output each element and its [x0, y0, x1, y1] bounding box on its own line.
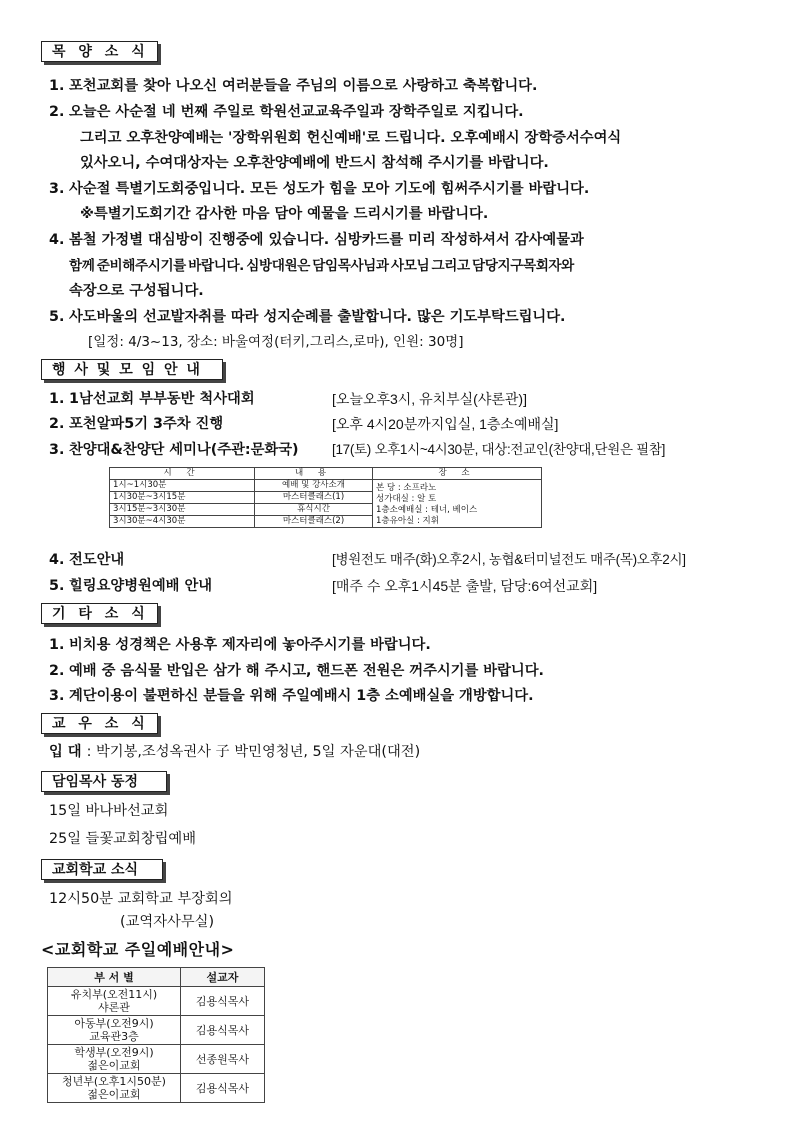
row-time: 1시~1시30분 — [110, 480, 255, 492]
school-worship-title: <교회학교 주일예배안내> — [41, 940, 235, 959]
table-header-preacher: 설교자 — [181, 968, 265, 987]
section-header-events: 행 사 및 모 임 안 내 — [41, 359, 223, 380]
event-3-detail: [17(토) 오후1시~4시30분, 대상:전교인(찬양대,단원은 필참] — [332, 442, 666, 457]
item-text: 비치용 성경책은 사용후 제자리에 놓아주시기를 바랍니다. — [69, 637, 431, 653]
row-time: 3시30분~4시30분 — [110, 516, 255, 528]
department-name: 학생부(오전9시) — [74, 1046, 154, 1059]
item-text: 봄철 가정별 대심방이 진행중에 있습니다. 심방카드를 미리 작성하셔서 감사예물과 — [69, 232, 584, 248]
table-row — [48, 1045, 265, 1074]
other-item-3 — [49, 686, 534, 706]
item-text: 사도바울의 선교발자취를 따라 성지순례를 출발합니다. 많은 기도부탁드립니다. — [69, 309, 566, 325]
section-header-pastor-schedule: 담임목사 동정 — [41, 771, 167, 792]
school-news-line-2: (교역자사무실) — [120, 914, 215, 930]
event-3-label — [49, 440, 299, 460]
item-text: 1남선교회 부부동반 척사대회 — [69, 391, 255, 407]
school-news-line-1: 12시50분 교회학교 부장회의 — [49, 891, 233, 907]
item-text: 예배 중 음식물 반입은 삼가 해 주시고, 핸드폰 전원은 꺼주시기를 바랍니다. — [69, 663, 544, 679]
row-content: 마스터클래스(2) — [255, 516, 373, 528]
department-cell — [48, 987, 181, 1016]
member-news-text: : 박기봉,조성옥권사 子 박민영청년, 5일 자운대(대전) — [86, 744, 421, 760]
item-text: 오늘은 사순절 네 번째 주일로 학원선교교육주일과 장학주일로 지킵니다. — [69, 104, 524, 120]
pastoral-item-5-schedule: [일정: 4/3~13, 장소: 바울여정(터키,그리스,로마), 인원: 30명] — [88, 334, 464, 350]
pastoral-item-4-cont-1: 함께 준비해주시기를 바랍니다. 심방대원은 담임목사님과 사모님 그리고 담당지구목회자와 — [69, 258, 574, 274]
pastoral-item-2-cont-1: 그리고 오후찬양예배는 '장학위원회 헌신예배'로 드립니다. 오후예배시 장학증서수여식 — [80, 130, 622, 146]
member-news-label: 입 대 — [49, 744, 82, 760]
item-number: 2. — [49, 416, 65, 432]
table-header-department: 부 서 별 — [48, 968, 181, 987]
row-content: 마스터클래스(1) — [255, 492, 373, 504]
pastoral-item-2 — [49, 102, 524, 122]
item-number: 2. — [49, 104, 65, 120]
row-time: 3시15분~3시30분 — [110, 504, 255, 516]
item-text: 포천교회를 찾아 나오신 여러분들을 주님의 이름으로 사랑하고 축복합니다. — [69, 78, 538, 94]
event-1-detail: [오늘오후3시, 유치부실(샤론관)] — [332, 391, 527, 407]
item-number: 4. — [49, 232, 65, 248]
event-5-label — [49, 576, 212, 596]
department-cell — [48, 1045, 181, 1074]
department-place: 교육관3층 — [89, 1030, 139, 1043]
member-news-line — [49, 742, 420, 762]
event-2-label — [49, 414, 223, 434]
location-line: 성가대실 : 알 토 — [376, 494, 437, 504]
table-row — [110, 480, 542, 492]
item-number: 1. — [49, 391, 65, 407]
location-line: 1층소예배실 : 테너, 베이스 — [376, 505, 478, 515]
item-number: 1. — [49, 78, 65, 94]
department-name: 유치부(오전11시) — [70, 988, 158, 1001]
row-content: 휴식시간 — [255, 504, 373, 516]
table-header-time: 시 간 — [110, 468, 255, 480]
preacher-cell: 김용식목사 — [181, 1074, 265, 1103]
item-number: 4. — [49, 552, 65, 568]
school-worship-table — [47, 967, 265, 1103]
department-place: 젊은이교회 — [87, 1088, 141, 1101]
pastoral-item-3 — [49, 179, 589, 199]
section-header-school-news: 교회학교 소식 — [41, 859, 163, 880]
department-place: 젊은이교회 — [87, 1059, 141, 1072]
department-name: 아동부(오전9시) — [74, 1017, 154, 1030]
preacher-cell: 선종원목사 — [181, 1045, 265, 1074]
item-text: 힐링요양병원예배 안내 — [69, 578, 213, 594]
item-text: 전도안내 — [69, 552, 125, 568]
row-time: 1시30분~3시15분 — [110, 492, 255, 504]
pastor-schedule-item: 25일 들꽃교회창립예배 — [49, 831, 197, 847]
location-line: 1층유아실 : 지휘 — [376, 516, 439, 526]
item-number: 1. — [49, 637, 65, 653]
table-row — [48, 1016, 265, 1045]
section-header-other-news: 기 타 소 식 — [41, 603, 158, 624]
section-header-pastoral-news: 목 양 소 식 — [41, 41, 158, 62]
item-number: 3. — [49, 442, 65, 458]
event-2-detail: [오후 4시20분까지입실, 1층소예배실] — [332, 416, 559, 432]
item-number: 5. — [49, 578, 65, 594]
section-header-member-news: 교 우 소 식 — [41, 713, 158, 734]
item-text: 사순절 특별기도회중입니다. 모든 성도가 힘을 모아 기도에 힘써주시기를 바랍니다. — [69, 181, 590, 197]
item-number: 3. — [49, 688, 65, 704]
pastoral-item-4 — [49, 230, 584, 250]
seminar-schedule-table — [109, 467, 542, 528]
row-content: 예배 및 강사소개 — [255, 480, 373, 492]
department-name: 청년부(오후1시50분) — [62, 1075, 166, 1088]
item-text: 계단이용이 불편하신 분들을 위해 주일예배시 1층 소예배실을 개방합니다. — [69, 688, 534, 704]
item-number: 2. — [49, 663, 65, 679]
department-cell — [48, 1016, 181, 1045]
table-row — [48, 987, 265, 1016]
item-number: 3. — [49, 181, 65, 197]
event-4-label — [49, 550, 124, 570]
location-cell — [373, 480, 542, 528]
event-1-label — [49, 389, 255, 409]
table-header-content: 내 용 — [255, 468, 373, 480]
department-cell — [48, 1074, 181, 1103]
location-line: 본 당 : 소프라노 — [376, 483, 437, 493]
item-text: 포천알파5기 3주차 진행 — [69, 416, 224, 432]
table-header-location: 장 소 — [373, 468, 542, 480]
pastoral-item-3-note: ※특별기도회기간 감사한 마음 담아 예물을 드리시기를 바랍니다. — [80, 206, 489, 222]
pastoral-item-1 — [49, 76, 537, 96]
pastoral-item-2-cont-2: 있사오니, 수여대상자는 오후찬양예배에 반드시 참석해 주시기를 바랍니다. — [80, 155, 549, 171]
other-item-1 — [49, 635, 431, 655]
pastor-schedule-item: 15일 바나바선교회 — [49, 803, 169, 819]
item-number: 5. — [49, 309, 65, 325]
event-5-detail: [매주 수 오후1시45분 출발, 담당:6여선교회] — [332, 578, 598, 594]
event-4-detail: [병원전도 매주(화)오후2시, 농협&터미널전도 매주(목)오후2시] — [332, 552, 686, 567]
pastoral-item-4-cont-2: 속장으로 구성됩니다. — [69, 283, 204, 299]
preacher-cell: 김용식목사 — [181, 987, 265, 1016]
table-row — [48, 1074, 265, 1103]
preacher-cell: 김용식목사 — [181, 1016, 265, 1045]
pastoral-item-5 — [49, 307, 565, 327]
item-text: 찬양대&찬양단 세미나(주관:문화국) — [69, 442, 299, 458]
department-place: 샤론관 — [98, 1001, 130, 1014]
other-item-2 — [49, 661, 544, 681]
